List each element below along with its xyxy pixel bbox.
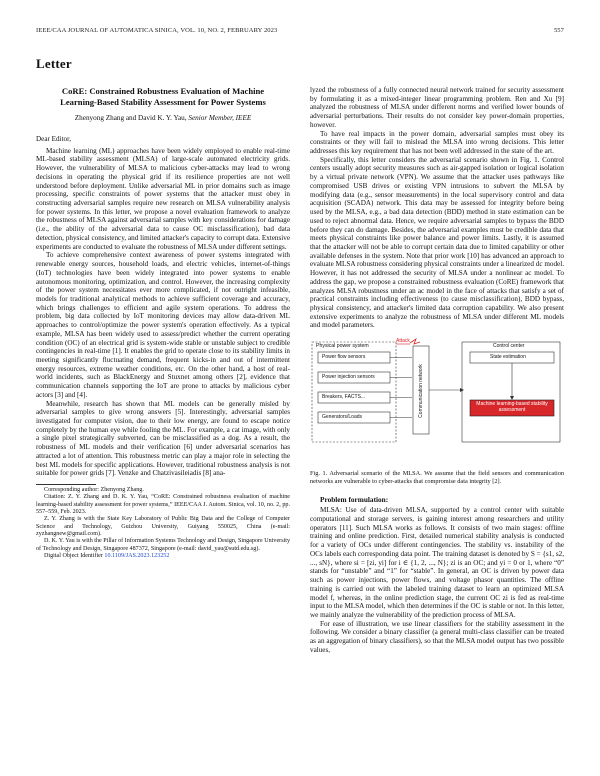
- paragraph: Specifically, this letter considers the adversarial scenario shown in Fig. 1. Control centers usually adopt security measures such as air-gapped isolation or logical isolation by a virtual private network (VPN). We assume that the attacker uses pathways like compromised USB drives or existing VPN intrusions to subvert the MLSA by modifying data (e.g., sensor measurements) in the local supervisory control and data acquisition (SCADA) network. This data may be assessed for integrity before being used by the MLSA, e.g., a bad data detection (BDD) method in state estimation can be used to reject abnormal data. Hence, we require adversarial samples to bypass the BDD before they can do damage. Besides, the adversarial examples must be credible data that meets physical constraints like power balance and power limits. Lastly, it is assumed that the attacker will not be able to corrupt certain data due to limited capability or other available defenses in the system. Note that prior work [10] has advanced an approach to evaluate MLSA robustness considering physical constraints under a linearized dc model. However, it has not addressed the security of MLSA under a nonlinear ac model. To address the gap, we propose a constrained robustness evaluation (CoRE) framework that analyzes MLSA robustness under an ac model in the face of attacks that satisfy a set of practical constraints including effectiveness (to cause misclassification), BDD bypass, physical consistency, and attacker's limited data corruption capability. We also present extensive experiments to analyze the robustness of MLSA under different ML models and model parameters.: [310, 155, 564, 330]
- comm-network-label: Communication network: [418, 364, 424, 418]
- paragraph: MLSA: Use of data-driven MLSA, supported by a control center with suitable computational and storage servers, is gaining interest among researchers and utility operators [11]. Such MLSA works as follows. It consists of two main stages: offline training and online prediction. First, detailed numerical stability analysis is conducted for a variety of OCs under different contingencies. The stability vs. instability of the OCs labels each corresponding data point. The training dataset is denoted by S = {s1, s2, ..., sN}, where si = [zi, yi] for i ∈ {1, 2, ..., N}; zi is an OC; and yi = 0 or 1, where “0” stands for “unstable” and “1” for “stable”. In general, an OC is driven by power data such as power injections, power flows, and voltage phasor quantities. The offline training is carried out with the labeled training dataset to learn an optimized MLSA model f, whereas, in the online prediction stage, the current OC zi is fed as real-time input to the MLSA model, which then determines if the OC is stable or not. In this letter, we mainly analyze the vulnerability of the prediction process of MLSA.: [310, 506, 564, 619]
- author-role: Senior Member, IEEE: [188, 114, 252, 122]
- physical-system-label: Physical power system: [316, 343, 369, 350]
- paragraph: To achieve comprehensive context awareness of power systems integrated with renewable energy sources, household loads, and electric vehicles, internet-of-things (IoT) technologies have been widely integrated into power systems to enable autonomous monitoring, optimization, and control. However, the increasing complexity of the power system necessitates ever more complicated, if not outright infeasible, models for traditional analytical methods to achieve sufficient coverage and accuracy, which brings challenges to efficient and agile system operations. To address the problem, big data collected by IoT monitoring devices may allow data-driven ML approaches to control/optimize the power system's operation effectively. As a typical example, MLSA has been widely used to assess/predict whether the current operating condition (OC) of an electrical grid is system-wide stable or unstable subject to credible contingencies in real-time [1]. It enables the grid to operate close to its stability limits in meeting significantly fluctuating demand, frequent kicks-in and out of intermittent energy resources, extreme weather conditions, etc. On the other hand, a host of real-world incidents, such as BlackEnergy and Stuxnet among others [2], evidence that communication channels supporting the IoT are prone to attacks by malicious cyber actors [3] and [4].: [36, 251, 290, 399]
- paragraph: For ease of illustration, we use linear classifiers for the stability assessment in the following. We consider a binary classifier (a general multi-class classifier can be treated as an aggregation of binary classifiers), so that the MLSA model output has two possible values,: [310, 619, 564, 654]
- paragraph: Meanwhile, research has shown that ML models can be generally misled by adversarial samples to give wrong answers [5]. Interestingly, adversarial samples investigated for computer vision, due to their low energy, are found to escape notice completely by the human eye while fooling the ML. For example, a cat image, with only a single pixel strategically subverted, can be misclassified as a dog. As a result, the robustness of ML models and their verification [6] under adversarial scenarios has attracted a lot of attention. This robustness metric can play a major role in selecting the best ML models for specific applications. However, traditional robustness analysis is not suitable for power grids [7]. Venzke and Chatzivasileiadis [8] ana-: [36, 399, 290, 478]
- doi-link[interactable]: 10.1109/JAS.2023.123252: [104, 553, 170, 560]
- arrowhead: [510, 396, 514, 400]
- footnote: D. K. Y. Yau is with the Pillar of Information Systems Technology and Design, Singapore University of Technology and Design, Singapore 487372, Singapore (e-mail: david_yau@sutd.edu.sg).: [36, 538, 290, 552]
- right-column: [310, 86, 564, 655]
- breakers-label: Breakers, FACTS...: [322, 394, 366, 401]
- problem-heading: Problem formulation:: [320, 495, 389, 505]
- paragraph: lyzed the robustness of a fully connected neural network trained for security assessment by formulating it as a mixed-integer linear programming problem. Ren and Xu [9] analyzed the robustness of MLSA under different norms and verified lower bounds of adversarial perturbations. Their results do not consider key power-domain properties, however.: [310, 86, 564, 129]
- page-number: 557: [553, 27, 564, 34]
- doi-label: Digital Object Identifier: [44, 553, 103, 560]
- state-estimation-label: State estimation: [490, 354, 526, 361]
- title-line-2: Learning-Based Stability Assessment for Power Systems: [60, 97, 266, 107]
- salutation: Dear Editor,: [36, 135, 72, 143]
- footnote-divider: [36, 484, 96, 485]
- power-injection-sensors-label: Power injection sensors: [322, 374, 375, 381]
- paragraph: Machine learning (ML) approaches have been widely employed to enable real-time ML-based stability assessment (MLSA) of large-scale automated electricity grids. However, the vulnerability of MLSA to malicious cyber-attacks may lead to wrong decisions in operating the physical grid if its resilience properties are not well understood before deployment. Unlike adversarial ML in prior domains such as image processing, specific constraints of power systems that the attacker must obey in constructing adversarial samples require new research on MLSA vulnerability analysis for power systems. In this letter, we propose a novel evaluation framework to analyze the robustness of MLSA against adversarial samples with key considerations for damage (i.e., the ability of the adversarial data to cause OC misclassification), bad data detection, physical consistency, and limited attacker's capacity to corrupt data. Extensive experiments are conducted to evaluate the robustness of MLSA under different settings.: [36, 146, 290, 251]
- attack-label: Attack: [396, 338, 410, 345]
- attack-bolt-icon: [410, 339, 420, 344]
- control-center-label: Control center: [493, 343, 525, 350]
- journal-name: IEEE/CAA JOURNAL OF AUTOMATICA SINICA, VOL. 10, NO. 2, FEBRUARY 2023: [36, 27, 278, 34]
- generators-label: Generators/Loads: [322, 414, 363, 421]
- article-title: [36, 86, 290, 108]
- mlsa-label: Machine learning-based stability assessment: [476, 401, 548, 413]
- paragraph: To have real impacts in the power domain, adversarial samples must obey its constraints or they will fail to mislead the MLSA into wrong decisions. This letter addresses this key requirement that has not been well addressed in the state of the art.: [310, 129, 564, 156]
- figure-caption: Fig. 1. Adversarial scenario of the MLSA. We assume that the field sensors and communication networks are vulnerable to cyber-attacks that compromise data integrity [2].: [310, 470, 564, 485]
- footnote: Corresponding author: Zhenyong Zhang.: [44, 487, 144, 494]
- footnote: Citation: Z. Y. Zhang and D. K. Y. Yau, “CoRE: Constrained robustness evaluation of machine learning-based stability assessment for power systems,” IEEE/CAA J. Autom. Sinica, vol. 10, no. 2, pp. 557–559, Feb. 2023.: [36, 494, 290, 516]
- author-names: Zhenyong Zhang and David K. Y. Yau,: [74, 114, 187, 122]
- author-line: [36, 114, 290, 123]
- left-column: [36, 86, 290, 560]
- doi-line: [36, 553, 290, 560]
- figure-1: [310, 338, 564, 468]
- running-header: [36, 27, 564, 34]
- title-line-1: CoRE: Constrained Robustness Evaluation of Machine: [61, 86, 265, 96]
- footnote: Z. Y. Zhang is with the State Key Laboratory of Public Big Data and the College of Computer Science and Technology, Guizhou University, Guiyang 550025, China (e-mail: zyzhangnew@gmail.com).: [36, 516, 290, 538]
- section-heading: Letter: [36, 56, 72, 71]
- power-flow-sensors-label: Power flow sensors: [322, 354, 366, 361]
